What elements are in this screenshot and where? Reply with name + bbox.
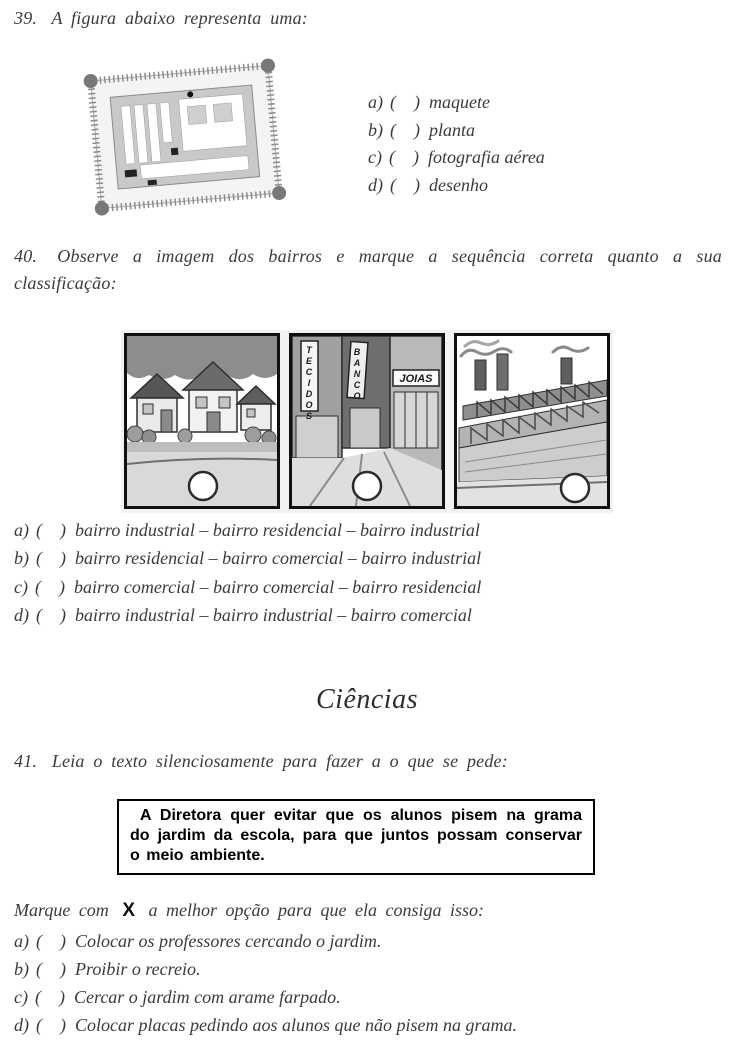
- option-label: maquete: [429, 92, 490, 113]
- answer-parentheses: ( ): [390, 92, 420, 113]
- q41-option-d: [14, 1011, 517, 1039]
- option-letter: a): [368, 92, 383, 113]
- option-label: Proibir o recreio.: [75, 958, 201, 979]
- q39-number: 39.: [14, 8, 38, 28]
- option-letter: a): [14, 519, 29, 540]
- q39-option-d: [368, 172, 545, 200]
- q40-option-a: [14, 516, 481, 545]
- q40-title-line2: classificação:: [14, 273, 117, 293]
- answer-parentheses: ( ): [36, 605, 66, 626]
- industrial-factory-illustration: [457, 336, 607, 506]
- answer-parentheses: ( ): [388, 147, 419, 168]
- panel-industrial: [454, 333, 610, 509]
- option-letter: d): [14, 605, 29, 626]
- q41-header: [14, 751, 508, 772]
- q40-option-c: [14, 573, 481, 602]
- option-letter: d): [368, 174, 383, 195]
- option-letter: b): [368, 119, 383, 140]
- answer-parentheses: ( ): [390, 174, 420, 195]
- q41-reading-box: A Diretora quer evitar que os alunos pisem na grama do jardim da escola, para que juntos possam conservar o meio ambiente.: [117, 799, 595, 875]
- q39-header: [14, 8, 308, 29]
- option-label: Cercar o jardim com arame farpado.: [73, 986, 341, 1007]
- panel-residential: [124, 333, 280, 509]
- q41-options: [14, 927, 517, 1039]
- option-letter: c): [368, 147, 382, 168]
- q40-title-line1: Observe a imagem dos bairros e marque a sequência correta quanto a sua: [57, 246, 722, 266]
- q40-option-b: [14, 545, 481, 574]
- q41-instruction: [14, 900, 484, 922]
- q40-options: [14, 516, 481, 630]
- option-letter: b): [14, 958, 29, 979]
- answer-parentheses: ( ): [36, 548, 66, 569]
- option-letter: c): [14, 576, 28, 597]
- q40-option-d: [14, 602, 481, 631]
- option-label: bairro industrial – bairro residencial – bairro industrial: [75, 519, 480, 540]
- answer-parentheses: ( ): [34, 986, 65, 1007]
- q39-option-a: [368, 89, 545, 117]
- q40-header-line1: [14, 246, 722, 267]
- answer-circle-2: [353, 472, 381, 500]
- sign-banco: BANCO: [352, 347, 362, 402]
- option-label: bairro comercial – bairro comercial – bairro residencial: [73, 576, 482, 597]
- q40-number: 40.: [14, 246, 38, 266]
- panel-commercial: [289, 333, 445, 509]
- answer-parentheses: ( ): [36, 930, 66, 951]
- x-mark: X: [122, 900, 135, 921]
- city-plan-illustration: [74, 57, 296, 220]
- q39-figure: [74, 57, 296, 220]
- instruction-post: a melhor opção para que ela consiga isso:: [148, 900, 484, 920]
- answer-parentheses: ( ): [390, 119, 420, 140]
- q39-option-c: [368, 144, 545, 172]
- answer-parentheses: ( ): [36, 958, 66, 979]
- sign-joias: JOIAS: [399, 373, 433, 385]
- option-label: Colocar placas pedindo aos alunos que não pisem na grama.: [75, 1014, 517, 1035]
- answer-parentheses: ( ): [36, 1014, 66, 1035]
- q41-option-a: [14, 927, 517, 955]
- option-label: planta: [429, 119, 476, 140]
- q39-options: [368, 89, 545, 199]
- answer-parentheses: ( ): [36, 519, 66, 540]
- option-letter: c): [14, 986, 28, 1007]
- option-letter: a): [14, 930, 29, 951]
- q41-title: Leia o texto silenciosamente para fazer a o que se pede:: [51, 751, 508, 771]
- option-label: Colocar os professores cercando o jardim.: [75, 930, 382, 951]
- option-label: bairro residencial – bairro comercial – bairro industrial: [75, 548, 482, 569]
- residential-neighborhood-illustration: [127, 336, 277, 506]
- q41-option-b: [14, 955, 517, 983]
- q40-header-line2: [14, 273, 117, 294]
- commercial-street-illustration: [292, 336, 442, 506]
- q39-option-b: [368, 117, 545, 145]
- q41-option-c: [14, 983, 517, 1011]
- q41-number: 41.: [14, 751, 38, 771]
- instruction-pre: Marque com: [14, 900, 109, 920]
- option-label: desenho: [429, 174, 488, 195]
- sign-tecidos: TECIDOS: [304, 345, 314, 422]
- section-title-ciencias: Ciências: [316, 684, 418, 715]
- q40-figure: [121, 330, 613, 513]
- option-label: bairro industrial – bairro industrial – bairro comercial: [75, 605, 472, 626]
- answer-circle-1: [189, 472, 217, 500]
- q39-title: A figura abaixo representa uma:: [51, 8, 308, 28]
- answer-circle-3: [561, 474, 589, 502]
- answer-parentheses: ( ): [34, 576, 65, 597]
- option-label: fotografia aérea: [427, 147, 545, 168]
- option-letter: b): [14, 548, 29, 569]
- option-letter: d): [14, 1014, 29, 1035]
